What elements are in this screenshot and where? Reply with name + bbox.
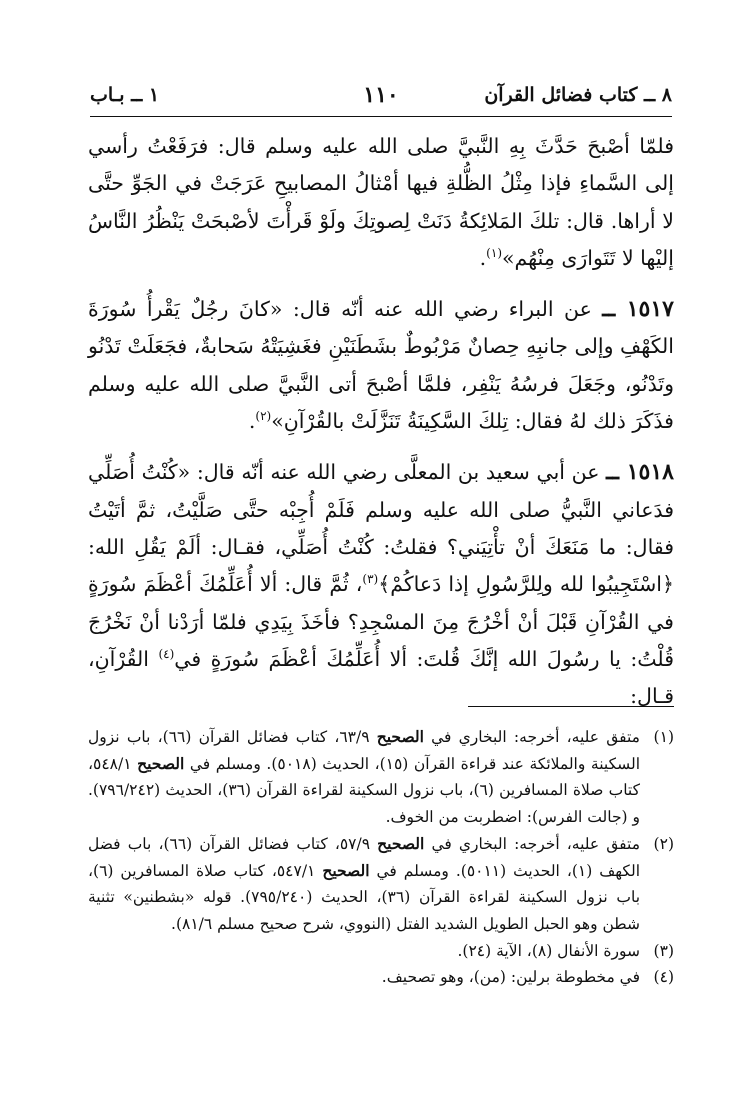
section-title: ١ ــ بـاب xyxy=(90,84,160,106)
chapter-title: ٨ ــ كتاب فضائل القرآن xyxy=(484,84,672,106)
footnote-1: (١) متفق عليه، أخرجه: البخاري في الصحيح ٦٣/٩، كتاب فضائل القرآن (٦٦)، باب نزول السكينة والملائكة عند قراءة القرآن (١٥)، الحديث (٥٠١٨). ومسلم في الصحيح ٥٤٨/١، كتاب صلاة المسافرين (٦)، باب نزول السكينة لقراءة القرآن (٣٦)، الحديث (٧٩٦/٢٤٢). و (جالت الفرس): اضطربت من الخوف. xyxy=(88,727,674,827)
hadith-number: ١٥١٨ ــ xyxy=(606,459,674,486)
page-number: ١١٠ xyxy=(363,82,399,108)
main-text xyxy=(88,128,674,715)
footnote-2: (٢) متفق عليه، أخرجه: البخاري في الصحيح ٥٧/٩، كتاب فضائل القرآن (٦٦)، باب فضل الكهف (١)، الحديث (٥٠١١). ومسلم في الصحيح ٥٤٧/١، كتاب صلاة المسافرين (٦)، باب نزول السكينة لقراءة القرآن (٣٦)، الحديث (٧٩٥/٢٤٠). قوله «بشطنين» تثنية شطن وهو الحبل الطويل الشديد الفتل (النووي، شرح صحيح مسلم ٨١/٦). xyxy=(88,833,674,933)
footnote-ref: (٤) xyxy=(158,647,175,662)
footnotes xyxy=(88,724,674,991)
footnote-ref: (١) xyxy=(486,246,502,261)
hadith-1518: ١٥١٨ ــ عن أبي سعيد بن المعلَّى رضي الله عنه أنّه قال: «كُنْتُ أُصَلِّي فدَعاني النَّبيُّ صلى الله عليه وسلم فَلَمْ أُجِبْه حتَّى صَلَّيْتُ، ثمَّ أتَيْتُ فقال: ما مَنَعَكَ أنْ تأْتِيَني؟ فقلتُ: كُنْتُ أُصَلِّي، فقـال: ألَمْ يَقُلِ الله: ﴿اسْتَجِيبُوا لله ولِلرَّسُولِ إذا دَعاكُمْ﴾$^{(٣)}$، ثُمَّ قال: ألا أُعَلِّمُكَ أعْظَمَ سُورَةٍ في القُرْآنِ قَبْلَ أنْ أخْرُجَ مِنَ المسْجِدِ؟ فأخَذَ بِيَدِي فلمّا أرَدْنا أنْ نَخْرُجَ قُلْتُ: يا رسُولَ الله إنَّكَ قُلتَ: ألا أُعَلِّمُكَ أعْظَمَ سُورَةٍ في$^{(٤)}$ القُرْآنِ، قـال: xyxy=(88,459,675,709)
footnote-divider xyxy=(468,706,674,707)
footnote-ref: (٢) xyxy=(255,409,272,424)
hadith-1517: ١٥١٧ ــ عن البراء رضي الله عنه أنّه قال: «كانَ رجُلٌ يَقْرأُ سُورَةَ الكَهْفِ وإلى جانبِهِ حِصانٌ مَرْبُوطٌ بشَطَنَيْنِ فغَشِيَتْهُ سَحابةٌ، فجَعَلَتْ تَدْنُو وتَدْنُو، وجَعَلَ فرسُهُ يَنْفِر، فلمَّا أصْبحَ أتى النَّبيَّ صلى الله عليه وسلم فذَكَرَ ذلك لهُ فقال: تِلكَ السَّكِينَةُ تَنَزَّلَتْ بالقُرْآنِ»$^{(٢)}$. xyxy=(88,296,674,434)
footnote-3: (٣) سورة الأنفال (٨)، الآية (٢٤). xyxy=(457,941,674,960)
paragraph-continuation: فلمّا أصْبحَ حَدَّثَ بِهِ النَّبيَّ صلى الله عليه وسلم قال: فرَفَعْتُ رأسي إلى السَّماءِ فإذا مِثْلُ الظُّلةِ فيها أمْثالُ المصابيحِ عَرَجَتْ في الجَوِّ حتَّى لا أراها. قال: تلكَ المَلائِكةُ دَنَتْ لِصوتِكَ ولَوْ قَرأْتَ لأصْبحَتْ يَنْظُرُ النَّاسُ إليْها لا تَتَوارَى مِنْهُم»$^{(١)}$. xyxy=(88,134,674,270)
footnote-ref: (٣) xyxy=(362,572,379,587)
footnote-4: (٤) في مخطوطة برلين: (من)، وهو تصحيف. xyxy=(381,968,674,987)
running-header xyxy=(90,82,672,117)
hadith-number: ١٥١٧ ــ xyxy=(602,296,674,323)
